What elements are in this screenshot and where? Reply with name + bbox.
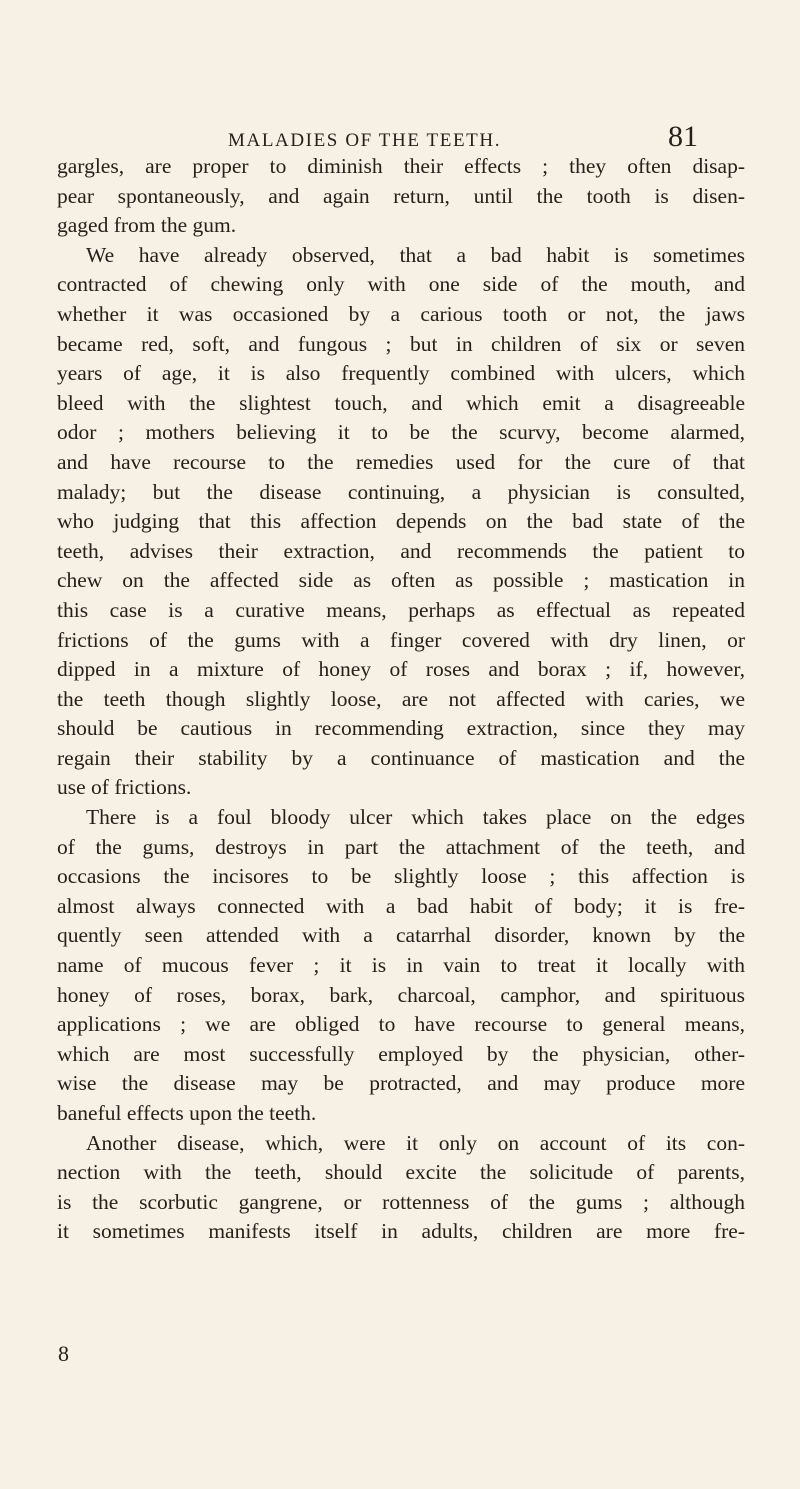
text-line: who judging that this affection depends on the bad state of the — [57, 509, 745, 534]
page-number: 81 — [668, 120, 698, 153]
text-line: applications ; we are obliged to have recourse to general means, — [57, 1012, 745, 1037]
text-line: name of mucous fever ; it is in vain to treat it locally with — [57, 953, 745, 978]
text-line: teeth, advises their extraction, and recommends the patient to — [57, 538, 745, 563]
text-line: of the gums, destroys in part the attachment of the teeth, and — [57, 834, 745, 859]
text-line: years of age, it is also frequently combined with ulcers, which — [57, 361, 745, 386]
text-line: and have recourse to the remedies used for the cure of that — [57, 449, 745, 474]
text-line: use of frictions. — [57, 775, 192, 800]
text-line: Another disease, which, were it only on account of its con- — [86, 1130, 745, 1155]
text-line: malady; but the disease continuing, a physician is consulted, — [57, 479, 745, 504]
text-line: bleed with the slightest touch, and which emit a disagreeable — [57, 390, 745, 415]
running-title: MALADIES OF THE TEETH. — [228, 130, 502, 151]
text-line: wise the disease may be protracted, and may produce more — [57, 1071, 745, 1096]
text-line: which are most successfully employed by the physician, other- — [57, 1041, 745, 1066]
text-line: regain their stability by a continuance of mastication and the — [57, 745, 745, 770]
text-line: nection with the teeth, should excite the solicitude of parents, — [57, 1160, 745, 1185]
text-line: this case is a curative means, perhaps as effectual as repeated — [57, 597, 745, 622]
text-line: the teeth though slightly loose, are not affected with caries, we — [57, 686, 745, 711]
text-line: odor ; mothers believing it to be the scurvy, become alarmed, — [57, 420, 745, 445]
text-line: should be cautious in recommending extraction, since they may — [57, 716, 745, 741]
text-line: There is a foul bloody ulcer which takes place on the edges — [86, 805, 745, 830]
text-line: became red, soft, and fungous ; but in children of six or seven — [57, 331, 745, 356]
text-line: honey of roses, borax, bark, charcoal, camphor, and spirituous — [57, 982, 745, 1007]
text-line: frictions of the gums with a finger covered with dry linen, or — [57, 627, 745, 652]
body-text — [57, 152, 745, 1247]
text-line: it sometimes manifests itself in adults, children are more fre- — [57, 1219, 745, 1244]
text-line: contracted of chewing only with one side of the mouth, and — [57, 272, 745, 297]
text-line: whether it was occasioned by a carious tooth or not, the jaws — [57, 301, 745, 326]
text-line: pear spontaneously, and again return, until the tooth is disen- — [57, 183, 745, 208]
text-line: is the scorbutic gangrene, or rottenness of the gums ; although — [57, 1189, 745, 1214]
text-line: almost always connected with a bad habit of body; it is fre- — [57, 893, 745, 918]
text-line: We have already observed, that a bad habit is sometimes — [86, 242, 745, 267]
text-line: baneful effects upon the teeth. — [57, 1101, 317, 1125]
signature-mark: 8 — [58, 1341, 69, 1366]
text-line: dipped in a mixture of honey of roses and borax ; if, however, — [57, 657, 745, 682]
text-line: occasions the incisores to be slightly loose ; this affection is — [57, 864, 745, 889]
text-line: gargles, are proper to diminish their effects ; they often disap- — [57, 154, 745, 178]
text-line: chew on the affected side as often as possible ; mastication in — [57, 568, 745, 593]
text-line: gaged from the gum. — [57, 213, 237, 238]
text-line: quently seen attended with a catarrhal disorder, known by the — [57, 923, 745, 948]
